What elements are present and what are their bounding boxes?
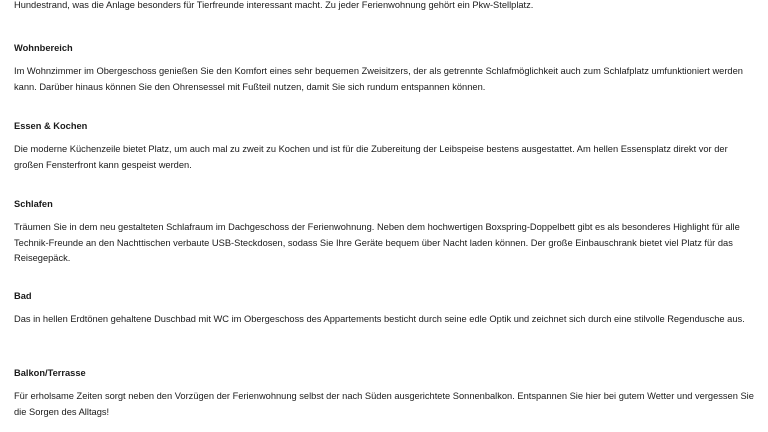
section-body: Im Wohnzimmer im Obergeschoss genießen Sie den Komfort eines sehr bequemen Zweisitzers, der als getrennte Schlafmöglichkeit auch zum Schlafplatz umfunktioniert werden kann. Darüber hinaus können Sie den Ohrensessel mit Fußteil nutzen, damit Sie sich rundum entspannen können. <box>14 66 743 92</box>
section-bad <box>14 290 756 328</box>
section-heading: Balkon/Terrasse <box>14 368 86 378</box>
section-schlafen <box>14 198 756 267</box>
section-body: Die moderne Küchenzeile bietet Platz, um auch mal zu zweit zu Kochen und ist für die Zubereitung der Leibspeise bestens ausgestattet. Am hellen Essensplatz direkt vor der großen Fensterfront kann gespeist werden. <box>14 144 728 170</box>
section-body: Träumen Sie in dem neu gestalteten Schlafraum im Dachgeschoss der Ferienwohnung. Neben dem hochwertigen Boxspring-Doppelbett gibt es als besonderes Highlight für alle Technik-Freunde an den Nachttischen verbaute USB-Steckdosen, sodass Sie Ihre Geräte bequem über Nacht laden können. Der große Einbauschrank bietet viel Platz für das Reisegepäck. <box>14 222 740 263</box>
section-heading: Schlafen <box>14 199 53 209</box>
section-balkon-terrasse <box>14 367 756 420</box>
section-body: Das in hellen Erdtönen gehaltene Duschbad mit WC im Obergeschoss des Appartements besticht durch seine edle Optik und zeichnet sich durch eine stilvolle Regendusche aus. <box>14 314 745 324</box>
section-body: Für erholsame Zeiten sorgt neben den Vorzügen der Ferienwohnung selbst der nach Süden ausgerichtete Sonnenbalkon. Entspannen Sie hier bei gutem Wetter und vergessen Sie die Sorgen des Alltags! <box>14 391 754 417</box>
section-essen-kochen <box>14 120 756 173</box>
intro-paragraph: Hundestrand, was die Anlage besonders für Tierfreunde interessant macht. Zu jeder Ferienwohnung gehört ein Pkw-Stellplatz. <box>14 0 534 10</box>
section-heading: Essen & Kochen <box>14 121 88 131</box>
section-heading: Wohnbereich <box>14 43 73 53</box>
section-wohnbereich <box>14 42 756 95</box>
section-heading: Bad <box>14 291 32 301</box>
